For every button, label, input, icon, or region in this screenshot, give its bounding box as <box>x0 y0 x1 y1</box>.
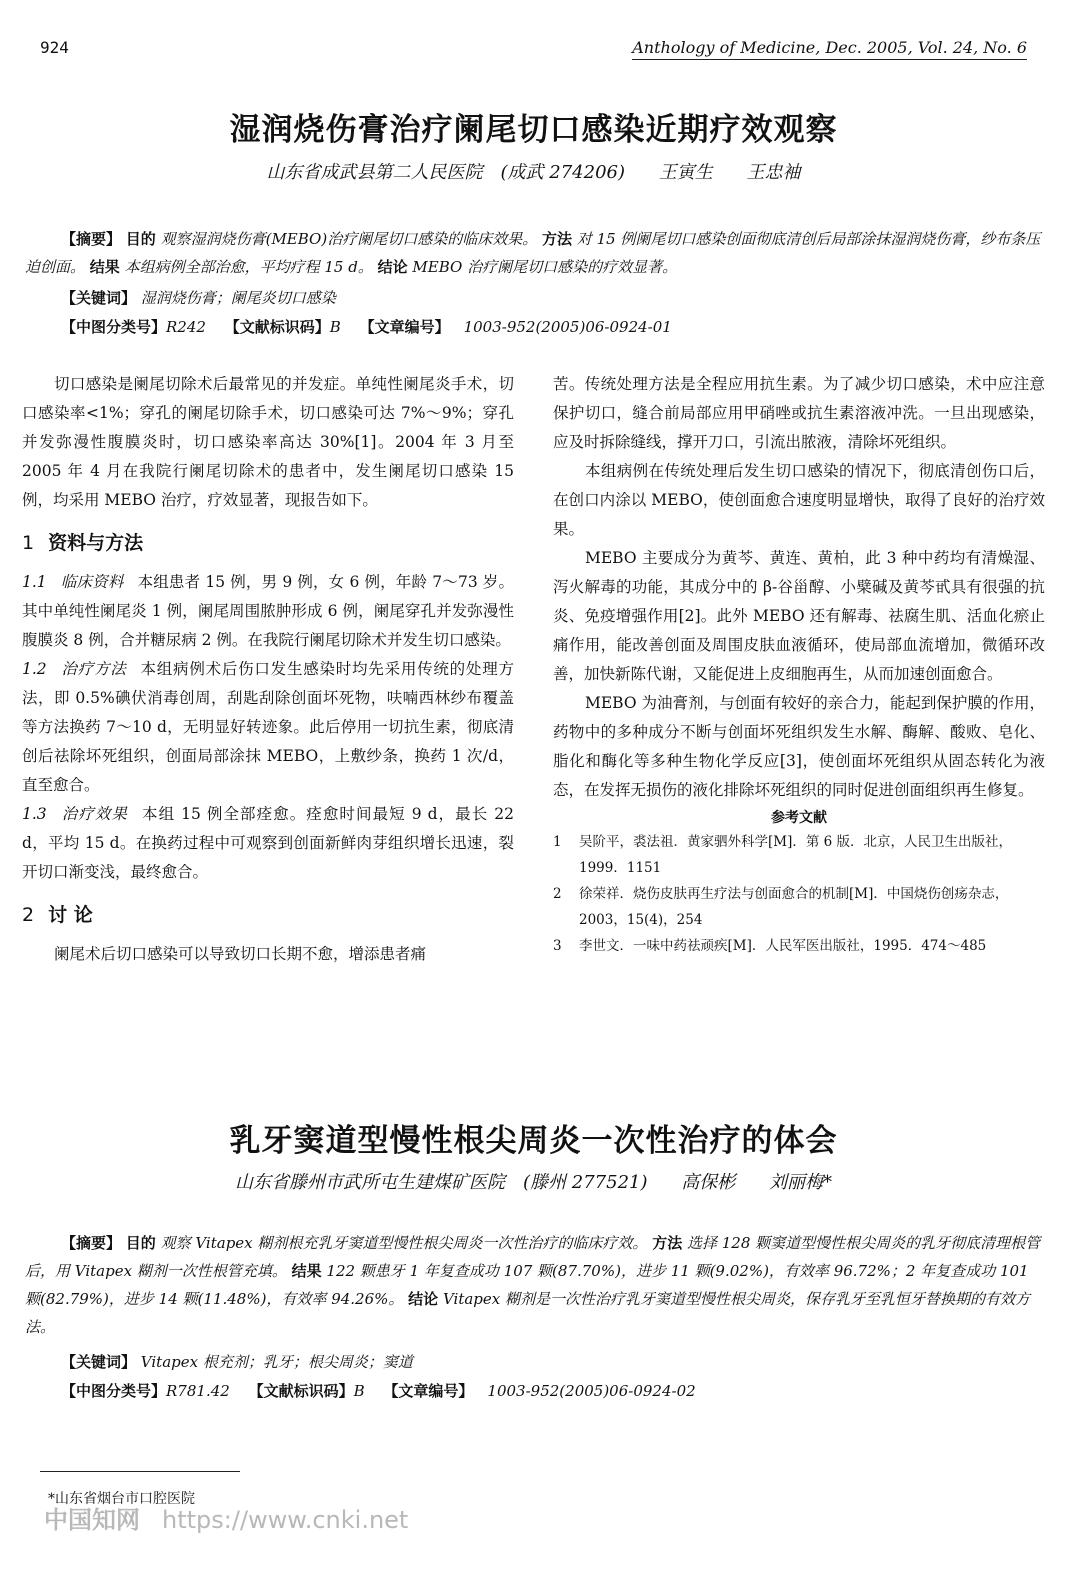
abstract-text: 本组病例全部治愈，平均疗程 15 d。 <box>124 258 373 276</box>
abstract-text: 对 15 例阑尾切口感染创面彻底清创后局部涂抹湿润烧伤膏，纱布条压迫创面。 <box>25 230 1041 276</box>
page-number: 924 <box>40 38 69 57</box>
article-number-value: 1003-952(2005)06-0924-02 <box>487 1382 696 1400</box>
article-number-label: 【文章编号】 <box>359 318 450 336</box>
watermark-url: https://www.cnki.net <box>162 1506 409 1534</box>
abstract-key: 结论 <box>377 258 408 276</box>
article2-author: 高保彬 <box>681 1172 736 1193</box>
abstract-text: MEBO 治疗阑尾切口感染的疗效显著。 <box>412 258 678 276</box>
section-heading: 1 资料与方法 <box>22 532 144 554</box>
article2-abstract <box>25 1229 1045 1341</box>
abstract-key: 目的 <box>125 230 156 248</box>
clc-value: R781.42 <box>166 1382 230 1400</box>
subsection-effect: 1.3 治疗效果 本组 15 例全部痊愈。痊愈时间最短 9 d，最长 22 d，平均 15 d。在换药过程中可观察到创面新鲜肉芽组织增长迅速，裂开切口渐变浅，最终愈合。 <box>22 805 514 881</box>
keywords-text: Vitapex 根充剂；乳牙；根尖周炎；窦道 <box>140 1353 413 1371</box>
clc-label: 【中图分类号】 <box>61 1382 167 1400</box>
footnote: *山东省烟台市口腔医院 <box>48 1491 195 1507</box>
abstract-tag: 【摘要】 <box>61 1234 122 1252</box>
abstract-tag: 【摘要】 <box>61 230 122 248</box>
doc-code-value: B <box>329 318 341 336</box>
article2-author: 刘丽梅* <box>768 1172 832 1193</box>
abstract-text: 观察湿润烧伤膏(MEBO)治疗阑尾切口感染的临床效果。 <box>160 230 538 248</box>
article1-byline <box>0 158 1067 184</box>
article2-affiliation: 山东省滕州市武所屯生建煤矿医院 (滕州 277521) <box>235 1172 648 1193</box>
keywords-label: 【关键词】 <box>61 289 137 307</box>
abstract-text: Vitapex 糊剂是一次性治疗乳牙窦道型慢性根尖周炎，保存乳牙至乳恒牙替换期的有效方法。 <box>25 1290 1031 1336</box>
abstract-key: 结果 <box>89 258 120 276</box>
abstract-key: 目的 <box>125 1234 156 1252</box>
section-heading: 2 讨 论 <box>22 904 93 926</box>
article2-title: 乳牙窦道型慢性根尖周炎一次性治疗的体会 <box>229 1123 838 1159</box>
abstract-key: 方法 <box>542 230 573 248</box>
intro-paragraph: 切口感染是阑尾切除术后最常见的并发症。单纯性阑尾炎手术，切口感染率<1%；穿孔的阑尾切除手术，切口感染可达 7%～9%；穿孔并发弥漫性腹膜炎时，切口感染率高达 30%[1]。2004 年 3 月至 2005 年 4 月在我院行阑尾切除术的患者中，发生阑尾切口感染 15 例，均采用 MEBO 治疗，疗效显著，现报告如下。 <box>22 375 514 509</box>
abstract-key: 结果 <box>291 1262 322 1280</box>
abstract-text: 122 颗患牙 1 年复查成功 107 颗(87.70%)，进步 11 颗(9.02%)，有效率 96.72%；2 年复查成功 101 颗(82.79%)，进步 14 颗(11.48%)，有效率 94.26%。 <box>25 1262 1029 1308</box>
article1-classification <box>61 316 672 337</box>
keywords-text: 湿润烧伤膏；阑尾炎切口感染 <box>140 289 336 307</box>
doc-code-label: 【文献标识码】 <box>248 1382 354 1400</box>
article1-author: 王寅生 <box>658 162 713 183</box>
article1-right-column <box>553 370 1045 959</box>
watermark-logo-text: 中国知网 <box>44 1506 140 1534</box>
discussion-paragraph: 阑尾术后切口感染可以导致切口长期不愈，增添患者痛 <box>54 945 427 963</box>
discussion-paragraph: MEBO 为油膏剂，与创面有较好的亲合力，能起到保护膜的作用，药物中的多种成分不断与创面坏死组织发生水解、酶解、酸败、皂化、脂化和酶化等多种生物化学反应[3]，使创面坏死组织从固态转化为液态，在发挥无损伤的液化排除坏死组织的同时促进创面组织再生修复。 <box>553 694 1045 799</box>
reference-item: 2 徐荣祥．烧伤皮肤再生疗法与创面愈合的机制[M]．中国烧伤创疡杂志，2003，15(4)，254 <box>553 886 1009 928</box>
clc-value: R242 <box>166 318 206 336</box>
discussion-paragraph: MEBO 主要成分为黄芩、黄连、黄柏，此 3 种中药均有清燥湿、泻火解毒的功能，其成分中的 β-谷甾醇、小檗碱及黄芩甙具有很强的抗炎、免疫增强作用[2]。此外 MEBO 还有解毒、祛腐生肌、活血化瘀止痛作用，能改善创面及周围皮肤血液循环，使局部血流增加，微循环改善，加快新陈代谢，又能促进上皮细胞再生，从而加速创面愈合。 <box>553 549 1045 683</box>
abstract-key: 方法 <box>652 1234 683 1252</box>
reference-item: 3 李世文．一味中药祛顽疾[M]．人民军医出版社，1995．474～485 <box>553 938 987 954</box>
article1-affiliation: 山东省成武县第二人民医院 (成武 274206) <box>266 162 625 183</box>
article-number-value: 1003-952(2005)06-0924-01 <box>463 318 672 336</box>
references-heading: 参考文献 <box>771 810 827 826</box>
abstract-text: 观察 Vitapex 糊剂根充乳牙窦道型慢性根尖周炎一次性治疗的临床疗效。 <box>160 1234 648 1252</box>
article1-abstract <box>25 225 1045 281</box>
discussion-paragraph: 苦。传统处理方法是全程应用抗生素。为了减少切口感染，术中应注意保护切口，缝合前局部应用甲硝唑或抗生素溶液冲洗。一旦出现感染，应及时拆除缝线，撑开刀口，引流出脓液，清除坏死组织。 <box>553 375 1045 451</box>
article-number-label: 【文章编号】 <box>383 1382 474 1400</box>
doc-code-value: B <box>353 1382 365 1400</box>
article2-byline <box>0 1168 1067 1194</box>
article1-title: 湿润烧伤膏治疗阑尾切口感染近期疗效观察 <box>229 112 838 148</box>
discussion-paragraph: 本组病例在传统处理后发生切口感染的情况下，彻底清创伤口后，在创口内涂以 MEBO，使创面愈合速度明显增快，取得了良好的治疗效果。 <box>553 462 1045 538</box>
doc-code-label: 【文献标识码】 <box>224 318 330 336</box>
abstract-key: 结论 <box>408 1290 439 1308</box>
abstract-text: 选择 128 颗窦道型慢性根尖周炎的乳牙彻底清理根管后，用 Vitapex 糊剂一次性根管充填。 <box>25 1234 1041 1280</box>
running-head: Anthology of Medicine, Dec. 2005, Vol. 24, No. 6 <box>632 38 1027 60</box>
article1-author: 王忠袖 <box>746 162 801 183</box>
keywords-label: 【关键词】 <box>61 1353 137 1371</box>
reference-item: 1 吴阶平，裘法祖．黄家驷外科学[M]．第 6 版．北京，人民卫生出版社，1999．1151 <box>553 834 1013 876</box>
subsection-clinical: 1.1 临床资料 本组患者 15 例，男 9 例，女 6 例，年龄 7～73 岁。其中单纯性阑尾炎 1 例，阑尾周围脓肿形成 6 例，阑尾穿孔并发弥漫性腹膜炎 8 例，合并糖尿病 2 例。在我院行阑尾切除术并发生切口感染。 <box>22 573 514 649</box>
article2-classification <box>61 1380 696 1401</box>
clc-label: 【中图分类号】 <box>61 318 167 336</box>
subsection-treatment: 1.2 治疗方法 本组病例术后伤口发生感染时均先采用传统的处理方法，即 0.5%碘伏消毒创周，刮匙刮除创面坏死物，呋喃西林纱布覆盖等方法换药 7～10 d，无明显好转迹象。此后停用一切抗生素，彻底清创后祛除坏死组织，创面局部涂抹 MEBO，上敷纱条，换药 1 次/d，直至愈合。 <box>22 660 514 794</box>
footnote-rule <box>40 1471 240 1472</box>
article1-left-column <box>22 370 514 969</box>
article1-keywords <box>61 287 336 308</box>
article2-keywords <box>61 1351 413 1372</box>
cnki-watermark <box>44 1500 408 1535</box>
